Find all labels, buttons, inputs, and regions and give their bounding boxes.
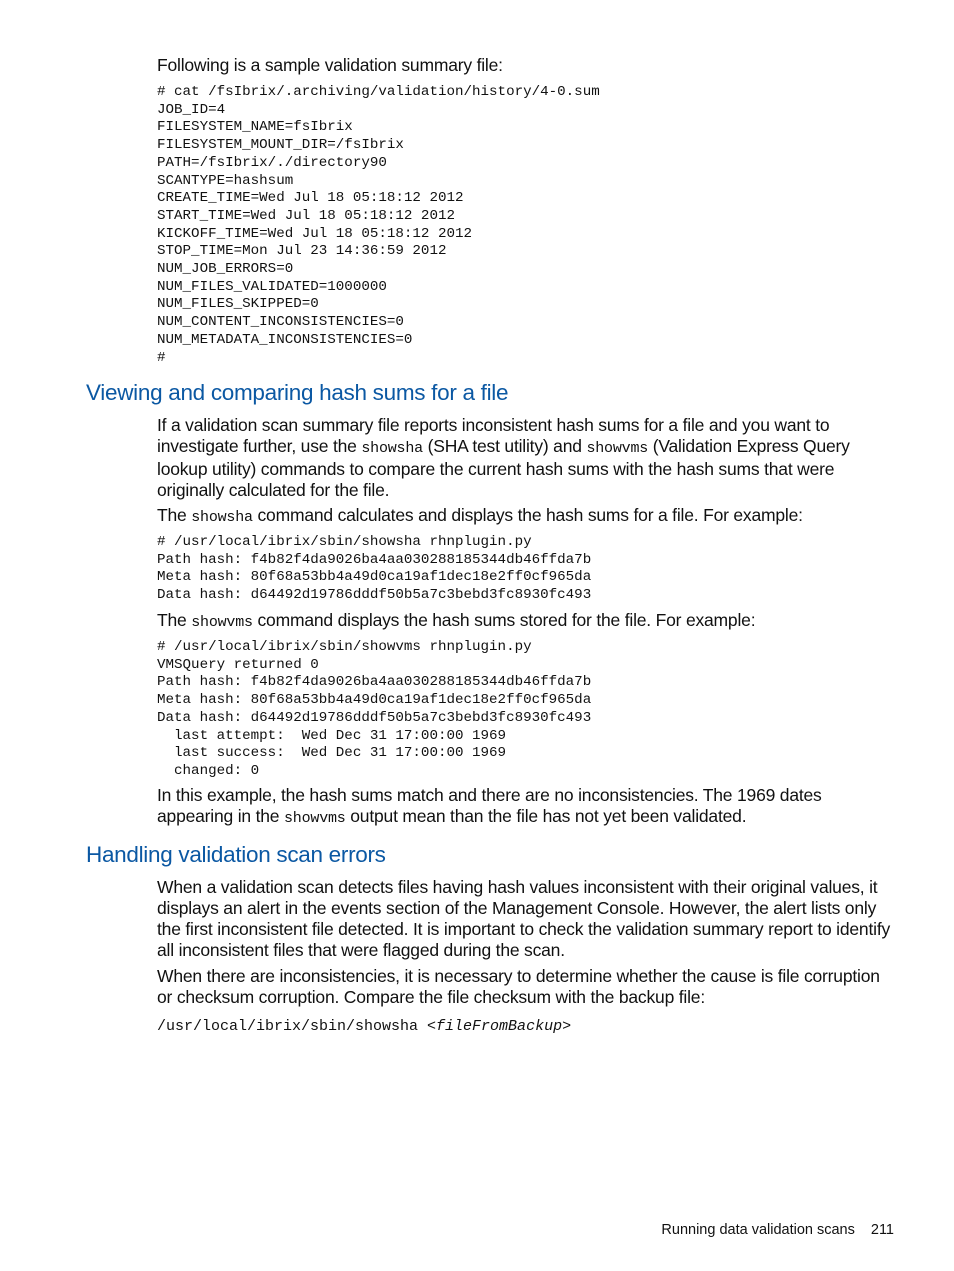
text-run: The — [157, 505, 192, 525]
code-line: last attempt: Wed Dec 31 17:00:00 1969 — [157, 727, 507, 744]
code-line: NUM_FILES_VALIDATED=1000000 — [157, 278, 387, 295]
text-run: The — [157, 610, 192, 630]
page-number: 211 — [870, 1222, 894, 1238]
code-line: NUM_JOB_ERRORS=0 — [157, 261, 294, 278]
code-line: STOP_TIME=Mon Jul 23 14:36:59 2012 — [157, 243, 447, 260]
code-line: # /usr/local/ibrix/sbin/showsha rhnplugin.py — [157, 534, 532, 550]
section2-paragraph-1: When a validation scan detects files having hash values inconsistent with their original values, it displays an alert in the events section of the Management Console. However, the alert lists only the first inconsistent file detected. It is important to check the validation summary report to identify all inconsistent files that were flagged during the scan. — [157, 877, 891, 960]
section-heading-handling-errors: Handling validation scan errors — [86, 842, 386, 867]
code-line: Path hash: f4b82f4da9026ba4aa030288185344db46ffda7b — [157, 551, 592, 568]
code-line: # /usr/local/ibrix/sbin/showvms rhnplugin.py — [157, 639, 532, 655]
intro-text: Following is a sample validation summary file: — [157, 55, 503, 75]
code-line: NUM_CONTENT_INCONSISTENCIES=0 — [157, 314, 404, 331]
code-line: last success: Wed Dec 31 17:00:00 1969 — [157, 745, 507, 762]
code-line: # cat /fsIbrix/.archiving/validation/history/4-0.sum — [157, 84, 600, 100]
page-footer — [661, 1222, 894, 1238]
section-heading-viewing-hash-sums: Viewing and comparing hash sums for a file — [86, 380, 509, 405]
code-line: SCANTYPE=hashsum — [157, 172, 294, 189]
text-run: output mean than the file has not yet been validated. — [345, 806, 747, 826]
text-run: (SHA test utility) and — [422, 436, 587, 456]
code-line: JOB_ID=4 — [157, 101, 226, 118]
command-argument: <fileFromBackup> — [427, 1018, 572, 1035]
code-line: Meta hash: 80f68a53bb4a49d0ca19af1dec18e2ff0cf965da — [157, 692, 592, 709]
inline-command: showvms — [191, 614, 253, 631]
code-line: NUM_METADATA_INCONSISTENCIES=0 — [157, 331, 413, 348]
code-line: Data hash: d64492d19786dddf50b5a7c3bebd3fc8930fc493 — [157, 587, 592, 604]
section1-paragraph-4 — [157, 785, 897, 829]
code-line: VMSQuery returned 0 — [157, 656, 319, 673]
inline-command: showvms — [283, 810, 346, 827]
section2-paragraph-2: When there are inconsistencies, it is necessary to determine whether the cause is file corruption or checksum corruption. Compare the file checksum with the backup file: — [157, 966, 880, 1007]
code-line: KICKOFF_TIME=Wed Jul 18 05:18:12 2012 — [157, 225, 473, 242]
text-run: command calculates and displays the hash sums for a file. For example: — [252, 505, 803, 525]
code-line: Meta hash: 80f68a53bb4a49d0ca19af1dec18e2ff0cf965da — [157, 569, 592, 586]
showsha-example-code — [157, 534, 897, 605]
text-run: (Validation Express Query lookup utility) commands to compare the current hash sums with the hash sums that were originally calculated for the file. — [157, 436, 850, 500]
code-line: Data hash: d64492d19786dddf50b5a7c3bebd3fc8930fc493 — [157, 709, 592, 726]
code-line: START_TIME=Wed Jul 18 05:18:12 2012 — [157, 207, 455, 224]
text-run: In this example, the hash sums match and there are no inconsistencies. The 1969 dates appearing in the — [157, 785, 822, 826]
inline-command: showsha — [361, 440, 423, 457]
section1-paragraph-3 — [157, 610, 897, 633]
code-line: changed: 0 — [157, 762, 260, 779]
footer-section-title: Running data validation scans — [661, 1222, 855, 1238]
text-run: If a validation scan summary file reports inconsistent hash sums for a file and you want to investigate further, use the — [157, 415, 830, 456]
code-line: # — [157, 349, 166, 366]
code-line: Path hash: f4b82f4da9026ba4aa030288185344db46ffda7b — [157, 674, 592, 691]
code-line: PATH=/fsIbrix/./directory90 — [157, 154, 387, 171]
inline-command: showsha — [191, 509, 253, 526]
inline-command: showvms — [586, 440, 649, 457]
showsha-backup-command — [157, 1018, 897, 1036]
code-line: FILESYSTEM_NAME=fsIbrix — [157, 119, 353, 136]
text-run: command displays the hash sums stored for the file. For example: — [252, 610, 756, 630]
sample-summary-file-code — [157, 84, 897, 367]
code-line: FILESYSTEM_MOUNT_DIR=/fsIbrix — [157, 137, 404, 154]
showvms-example-code — [157, 639, 897, 781]
section1-paragraph-2 — [157, 505, 897, 528]
command-path: /usr/local/ibrix/sbin/showsha — [157, 1018, 428, 1035]
code-line: NUM_FILES_SKIPPED=0 — [157, 296, 319, 313]
code-line: CREATE_TIME=Wed Jul 18 05:18:12 2012 — [157, 190, 464, 207]
section1-paragraph-1 — [157, 415, 897, 501]
